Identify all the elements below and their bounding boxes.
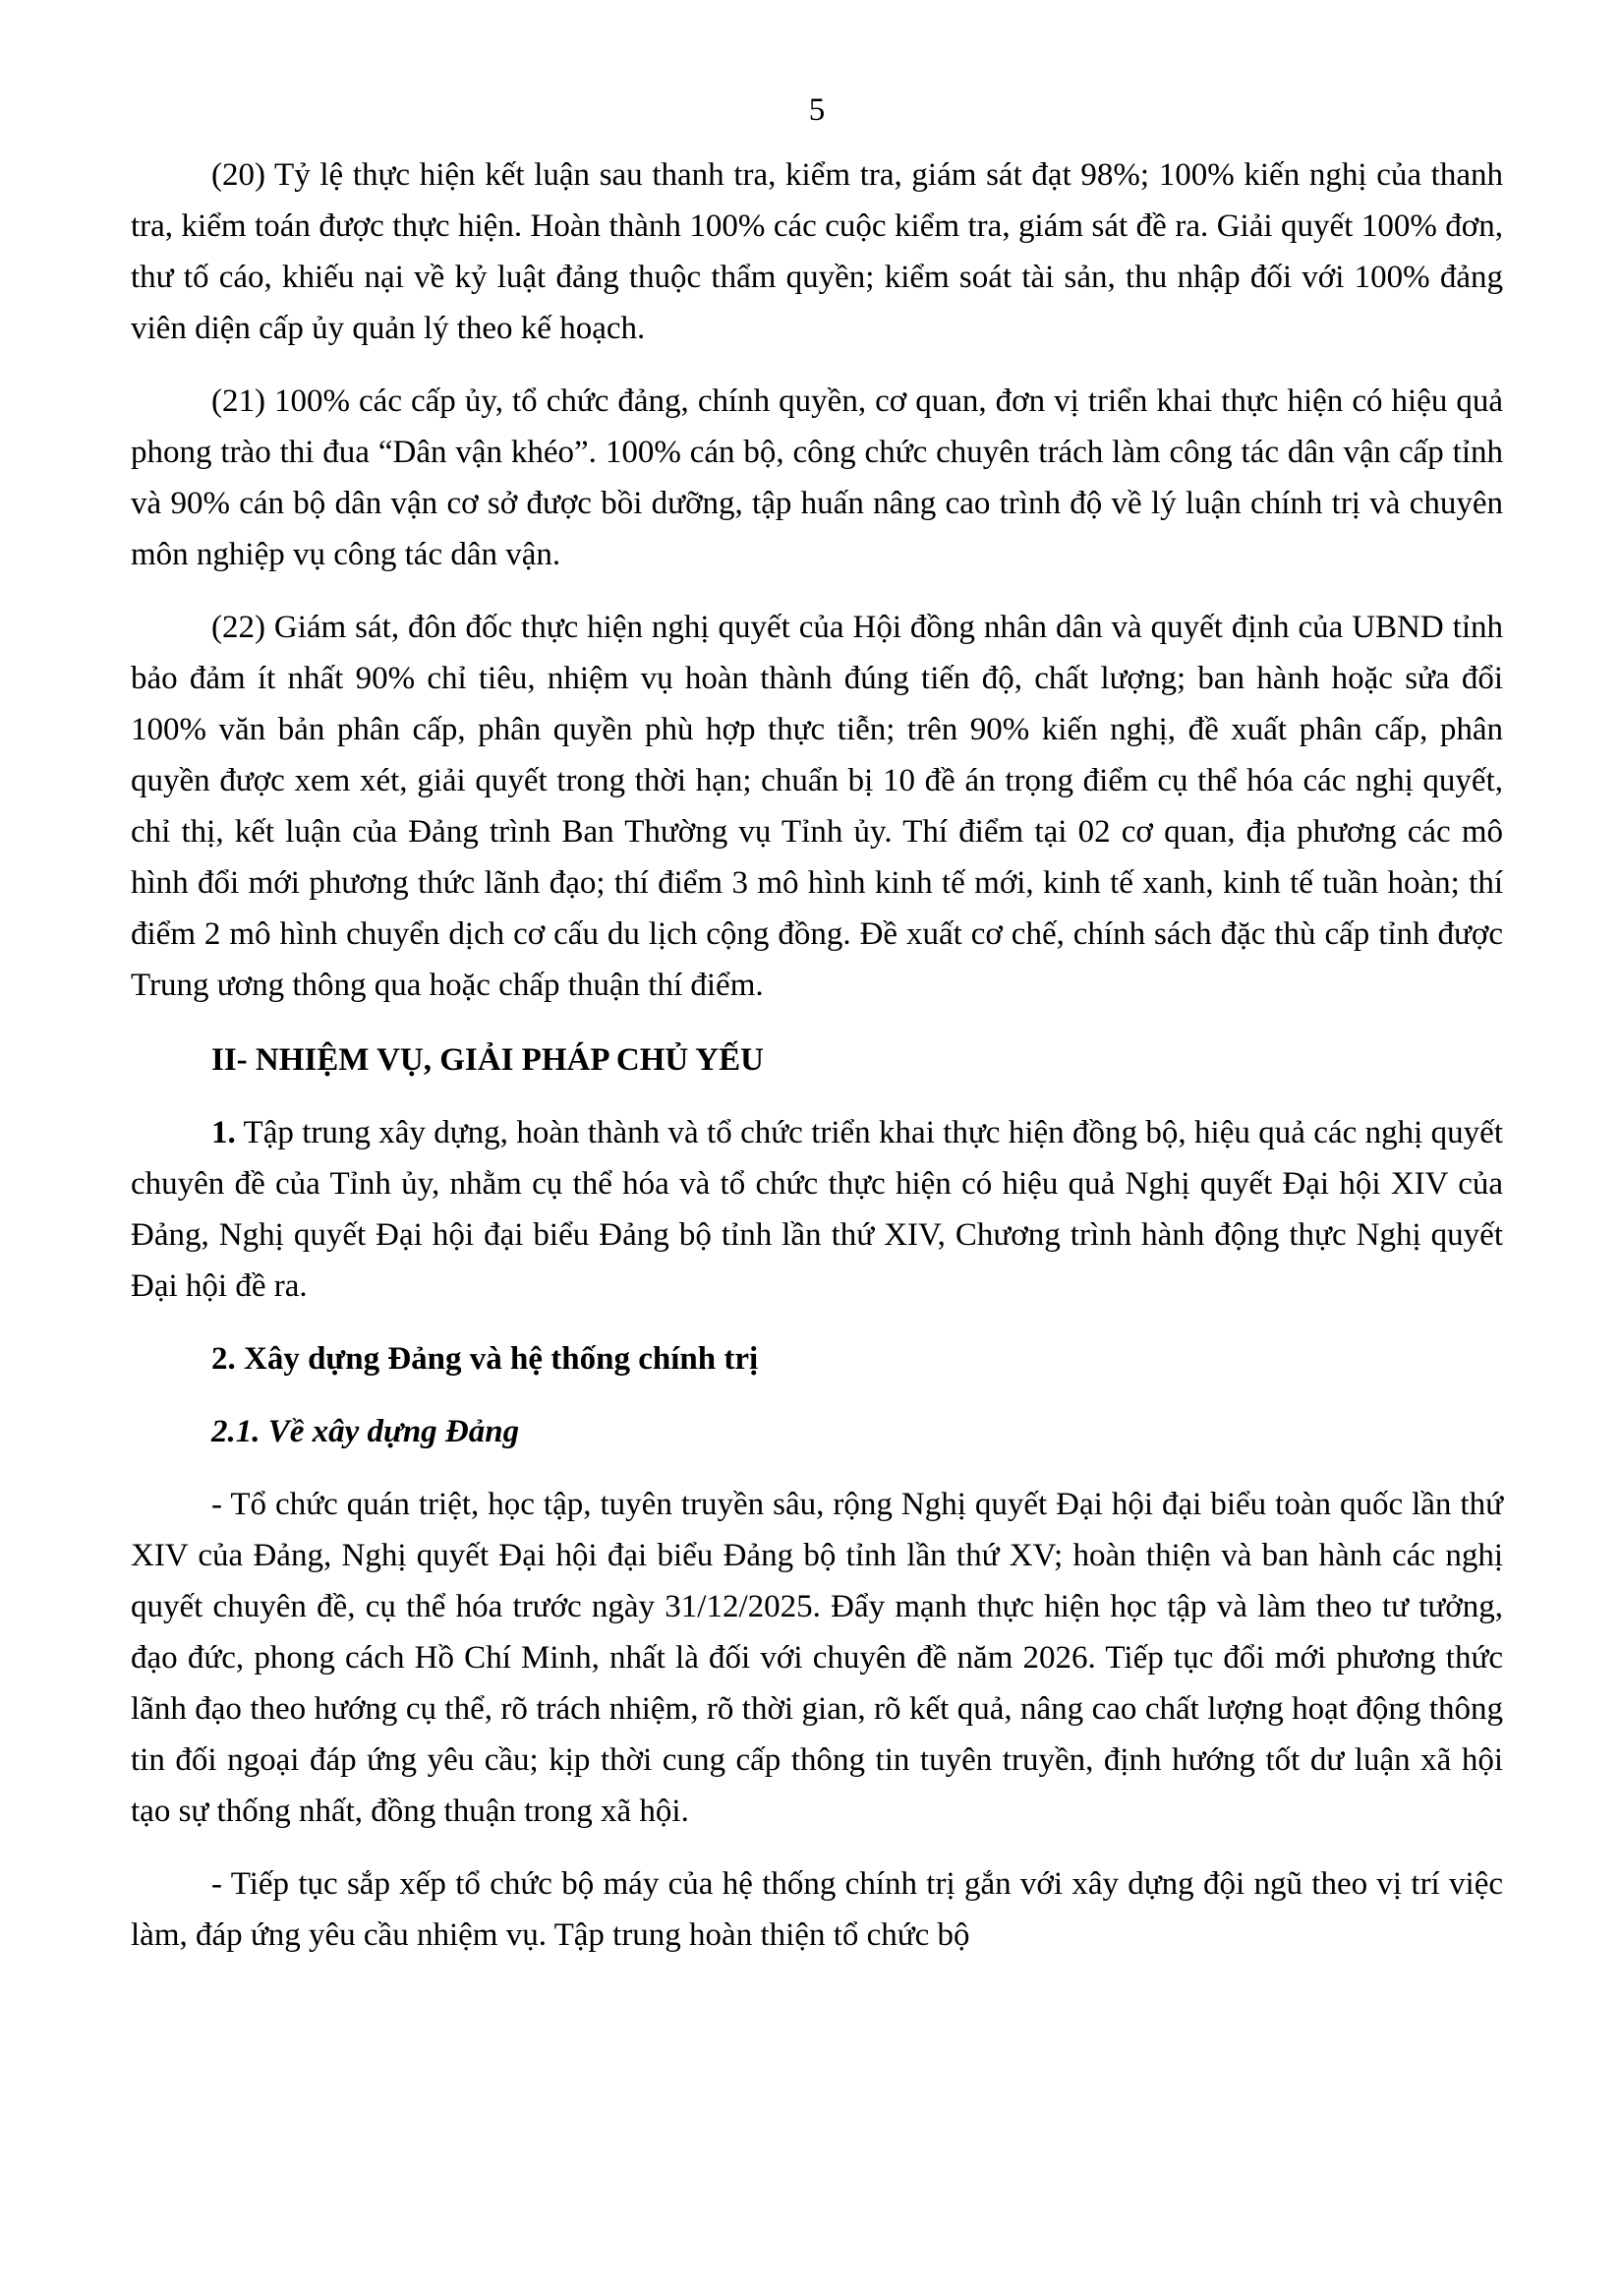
section-heading-party-building: 2. Xây dựng Đảng và hệ thống chính trị xyxy=(211,1341,759,1377)
paragraph-indicator-22: (22) Giám sát, đôn đốc thực hiện nghị quyết của Hội đồng nhân dân và quyết định của UBND tỉnh bảo đảm ít nhất 90% chỉ tiêu, nhiệm vụ hoàn thành đúng tiến độ, chất lượng; ban hành hoặc sửa đổi 100% văn bản phân cấp, phân quyền phù hợp thực tiễn; trên 90% kiến nghị, đề xuất phân cấp, phân quyền được xem xét, giải quyết trong thời hạn; chuẩn bị 10 đề án trọng điểm cụ thể hóa các nghị quyết, chỉ thị, kết luận của Đảng trình Ban Thường vụ Tỉnh ủy. Thí điểm tại 02 cơ quan, địa phương các mô hình đổi mới phương thức lãnh đạo; thí điểm 3 mô hình kinh tế mới, kinh tế xanh, kinh tế tuần hoàn; thí điểm 2 mô hình chuyển dịch cơ cấu du lịch cộng đồng. Đề xuất cơ chế, chính sách đặc thù cấp tỉnh được Trung ương thông qua hoặc chấp thuận thí điểm. xyxy=(131,610,1503,1003)
section-heading-tasks-solutions: II- NHIỆM VỤ, GIẢI PHÁP CHỦ YẾU xyxy=(211,1042,764,1078)
paragraph-task-1 xyxy=(131,1107,1503,1312)
paragraph-dash-propaganda: - Tổ chức quán triệt, học tập, tuyên truyền sâu, rộng Nghị quyết Đại hội đại biểu toàn quốc lần thứ XIV của Đảng, Nghị quyết Đại hội đại biểu Đảng bộ tỉnh lần thứ XV; hoàn thiện và ban hành các nghị quyết chuyên đề, cụ thể hóa trước ngày 31/12/2025. Đẩy mạnh thực hiện học tập và làm theo tư tưởng, đạo đức, phong cách Hồ Chí Minh, nhất là đối với chuyên đề năm 2026. Tiếp tục đổi mới phương thức lãnh đạo theo hướng cụ thể, rõ trách nhiệm, rõ thời gian, rõ kết quả, nâng cao chất lượng hoạt động thông tin đối ngoại đáp ứng yêu cầu; kịp thời cung cấp thông tin tuyên truyền, định hướng tốt dư luận xã hội tạo sự thống nhất, đồng thuận trong xã hội. xyxy=(131,1487,1503,1829)
paragraph-dash-apparatus: - Tiếp tục sắp xếp tổ chức bộ máy của hệ thống chính trị gắn với xây dựng đội ngũ theo vị trí việc làm, đáp ứng yêu cầu nhiệm vụ. Tập trung hoàn thiện tổ chức bộ xyxy=(131,1866,1503,1953)
page-number: 5 xyxy=(808,92,826,128)
paragraph-task-1-text: Tập trung xây dựng, hoàn thành và tổ chức triển khai thực hiện đồng bộ, hiệu quả các nghị quyết chuyên đề của Tỉnh ủy, nhằm cụ thể hóa và tổ chức thực hiện có hiệu quả Nghị quyết Đại hội XIV của Đảng, Nghị quyết Đại hội đại biểu Đảng bộ tỉnh lần thứ XIV, Chương trình hành động thực Nghị quyết Đại hội đề ra. xyxy=(131,1115,1503,1304)
paragraph-indicator-20: (20) Tỷ lệ thực hiện kết luận sau thanh tra, kiểm tra, giám sát đạt 98%; 100% kiến nghị của thanh tra, kiểm toán được thực hiện. Hoàn thành 100% các cuộc kiểm tra, giám sát đề ra. Giải quyết 100% đơn, thư tố cáo, khiếu nại về kỷ luật đảng thuộc thẩm quyền; kiểm soát tài sản, thu nhập đối với 100% đảng viên diện cấp ủy quản lý theo kế hoạch. xyxy=(131,157,1503,346)
paragraph-indicator-21: (21) 100% các cấp ủy, tổ chức đảng, chính quyền, cơ quan, đơn vị triển khai thực hiện có hiệu quả phong trào thi đua “Dân vận khéo”. 100% cán bộ, công chức chuyên trách làm công tác dân vận cấp tỉnh và 90% cán bộ dân vận cơ sở được bồi dưỡng, tập huấn nâng cao trình độ về lý luận chính trị và chuyên môn nghiệp vụ công tác dân vận. xyxy=(131,383,1503,572)
subsection-heading-party-building: 2.1. Về xây dựng Đảng xyxy=(211,1414,520,1449)
paragraph-task-1-lead: 1. xyxy=(211,1115,236,1150)
